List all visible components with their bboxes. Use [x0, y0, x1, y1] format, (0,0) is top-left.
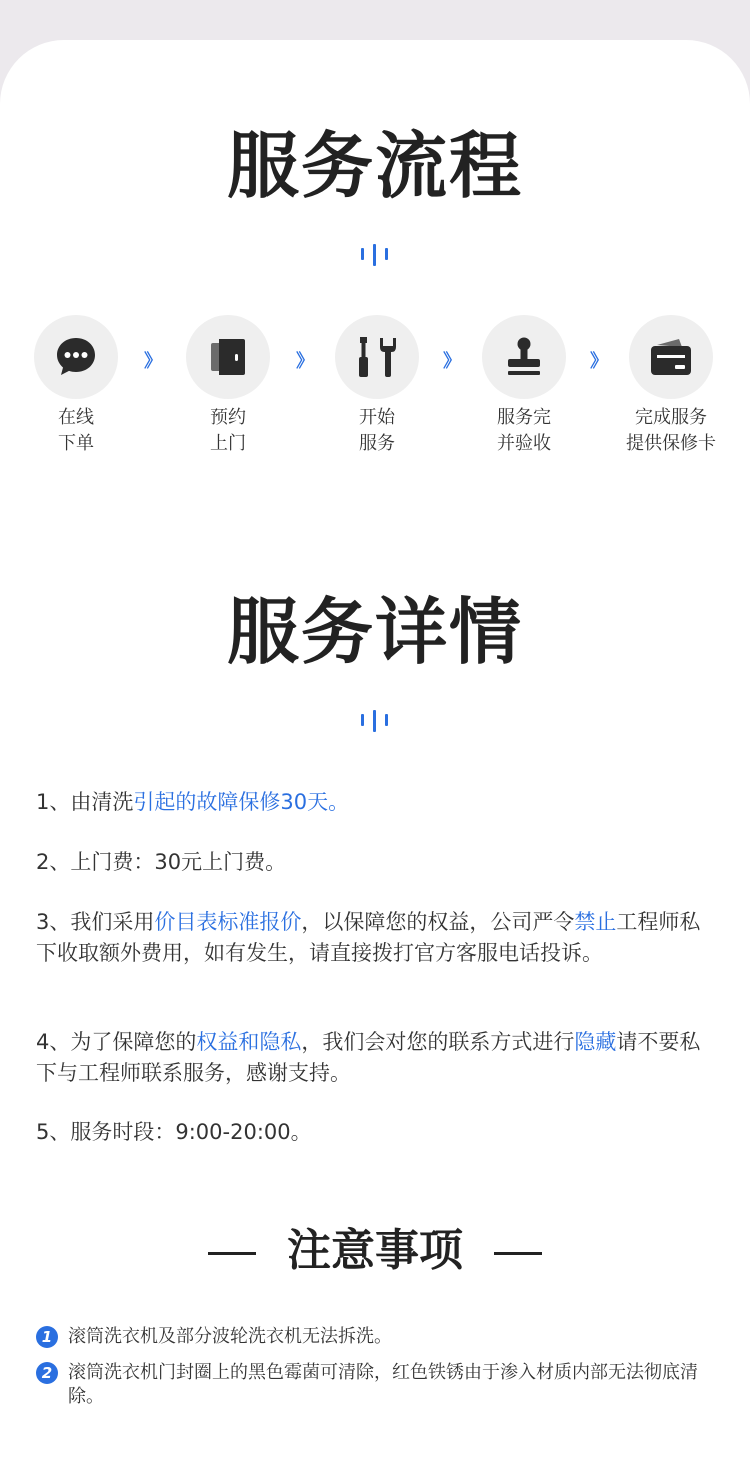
detail-item-5: 5、服务时段：9:00-20:00。 — [36, 1120, 312, 1144]
step-label-line2: 上门 — [210, 433, 246, 454]
step-label-line1: 开始 — [359, 407, 395, 428]
title-accent-marks — [361, 710, 391, 734]
title-accent-marks — [361, 244, 391, 268]
step-start-service — [312, 315, 442, 457]
step-label-line1: 在线 — [58, 407, 94, 428]
step-label-line1: 服务完 — [497, 407, 551, 428]
number-badge: 2 — [36, 1362, 58, 1384]
step-warranty-card — [606, 315, 736, 457]
step-label-line2: 提供保修卡 — [626, 433, 716, 454]
process-title: 服务流程 — [226, 124, 523, 208]
number-badge: 1 — [36, 1326, 58, 1348]
stamp-icon — [482, 315, 566, 399]
details-title: 服务详情 — [226, 590, 523, 674]
notice-text: 滚筒洗衣机及部分波轮洗衣机无法拆洗。 — [68, 1326, 392, 1347]
step-label-line2: 并验收 — [497, 433, 551, 454]
wallet-card-icon — [629, 315, 713, 399]
notice-text: 滚筒洗衣机门封圈上的黑色霉菌可清除，红色铁锈由于渗入材质内部无法彻底清除。 — [68, 1362, 698, 1407]
detail-item-4: 4、为了保障您的权益和隐私，我们会对您的联系方式进行隐藏请不要私下与工程师联系服务，感谢支持。 — [36, 1030, 701, 1085]
step-appointment — [163, 315, 293, 457]
step-acceptance — [459, 315, 589, 457]
step-arrow: 》 — [443, 351, 461, 372]
step-label-line2: 下单 — [58, 433, 94, 454]
detail-item-1: 1、由清洗引起的故障保修30天。 — [36, 790, 350, 814]
step-arrow: 》 — [144, 351, 162, 372]
notice-title: 注意事项 — [287, 1225, 463, 1276]
step-label-line1: 完成服务 — [635, 407, 707, 428]
title-dash-right — [494, 1252, 542, 1255]
notice-item-2 — [36, 1361, 726, 1409]
chat-bubble-icon — [34, 315, 118, 399]
step-online-order — [11, 315, 141, 457]
step-arrow: 》 — [590, 351, 608, 372]
notice-item-1 — [36, 1325, 726, 1349]
tools-icon — [335, 315, 419, 399]
step-arrow: 》 — [296, 351, 314, 372]
detail-item-3: 3、我们采用价目表标准报价，以保障您的权益，公司严令禁止工程师私下收取额外费用，如有发生，请直接拨打官方客服电话投诉。 — [36, 910, 701, 965]
detail-item-2: 2、上门费：30元上门费。 — [36, 850, 287, 874]
step-label-line2: 服务 — [359, 433, 395, 454]
door-icon — [186, 315, 270, 399]
step-label-line1: 预约 — [210, 407, 246, 428]
